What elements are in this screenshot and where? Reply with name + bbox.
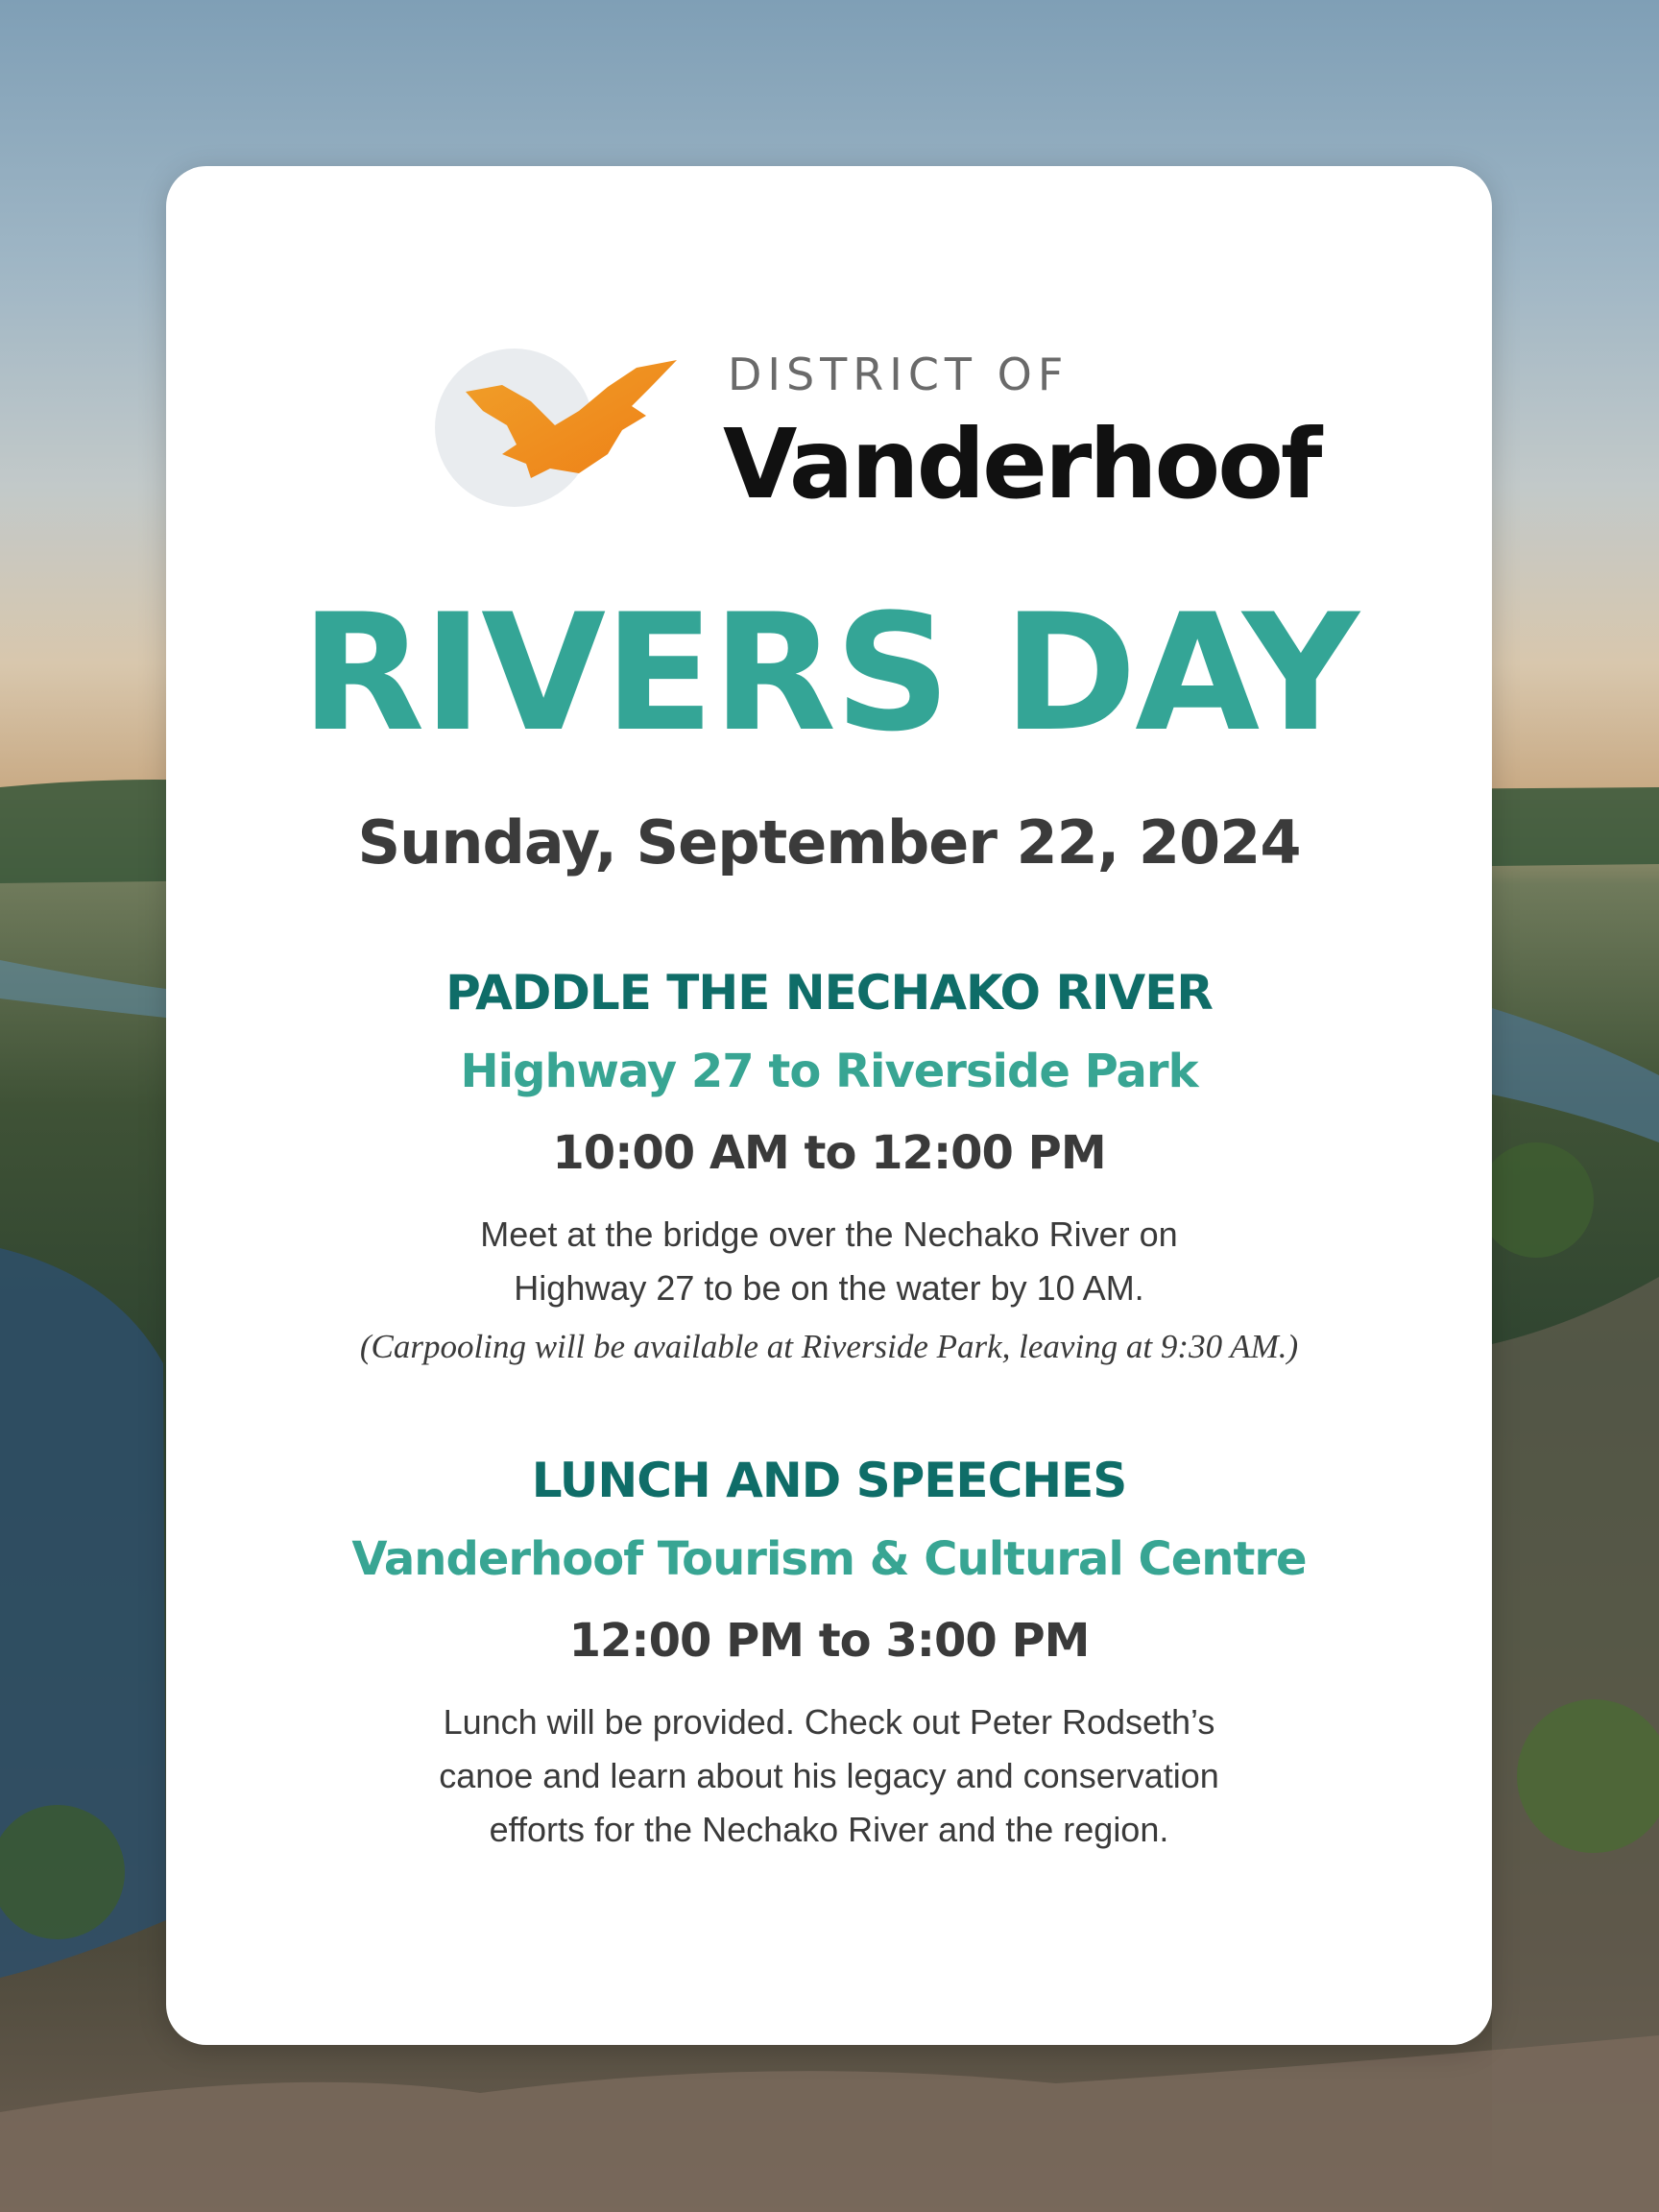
goose-icon <box>464 358 685 502</box>
event-title: RIVERS DAY <box>301 579 1358 767</box>
section-heading-lunch: LUNCH AND SPEECHES <box>531 1453 1127 1508</box>
section-location-paddle: Highway 27 to Riverside Park <box>460 1045 1198 1098</box>
district-logo <box>435 349 1320 541</box>
description-line: efforts for the Nechako River and the region. <box>489 1810 1169 1849</box>
description-line: Meet at the bridge over the Nechako River on <box>480 1214 1178 1254</box>
section-time-lunch: 12:00 PM to 3:00 PM <box>568 1614 1090 1668</box>
section-location-lunch: Vanderhoof Tourism & Cultural Centre <box>351 1532 1307 1586</box>
event-card <box>166 166 1492 2045</box>
description-line: canoe and learn about his legacy and conservation <box>439 1756 1219 1795</box>
section-time-paddle: 10:00 AM to 12:00 PM <box>552 1126 1106 1180</box>
logo-text-vanderhoof: Vanderhoof <box>723 408 1320 520</box>
section-heading-paddle: PADDLE THE NECHAKO RIVER <box>445 965 1213 1021</box>
section-note-carpooling: (Carpooling will be available at Riverside Park, leaving at 9:30 AM.) <box>359 1328 1299 1365</box>
section-description-lunch <box>166 1695 1492 1857</box>
description-line: Highway 27 to be on the water by 10 AM. <box>514 1268 1144 1308</box>
event-date: Sunday, September 22, 2024 <box>357 807 1301 878</box>
description-line: Lunch will be provided. Check out Peter Rodseth’s <box>443 1702 1215 1742</box>
section-description-paddle <box>166 1208 1492 1315</box>
logo-text-district-of: DISTRICT OF <box>728 349 1070 400</box>
